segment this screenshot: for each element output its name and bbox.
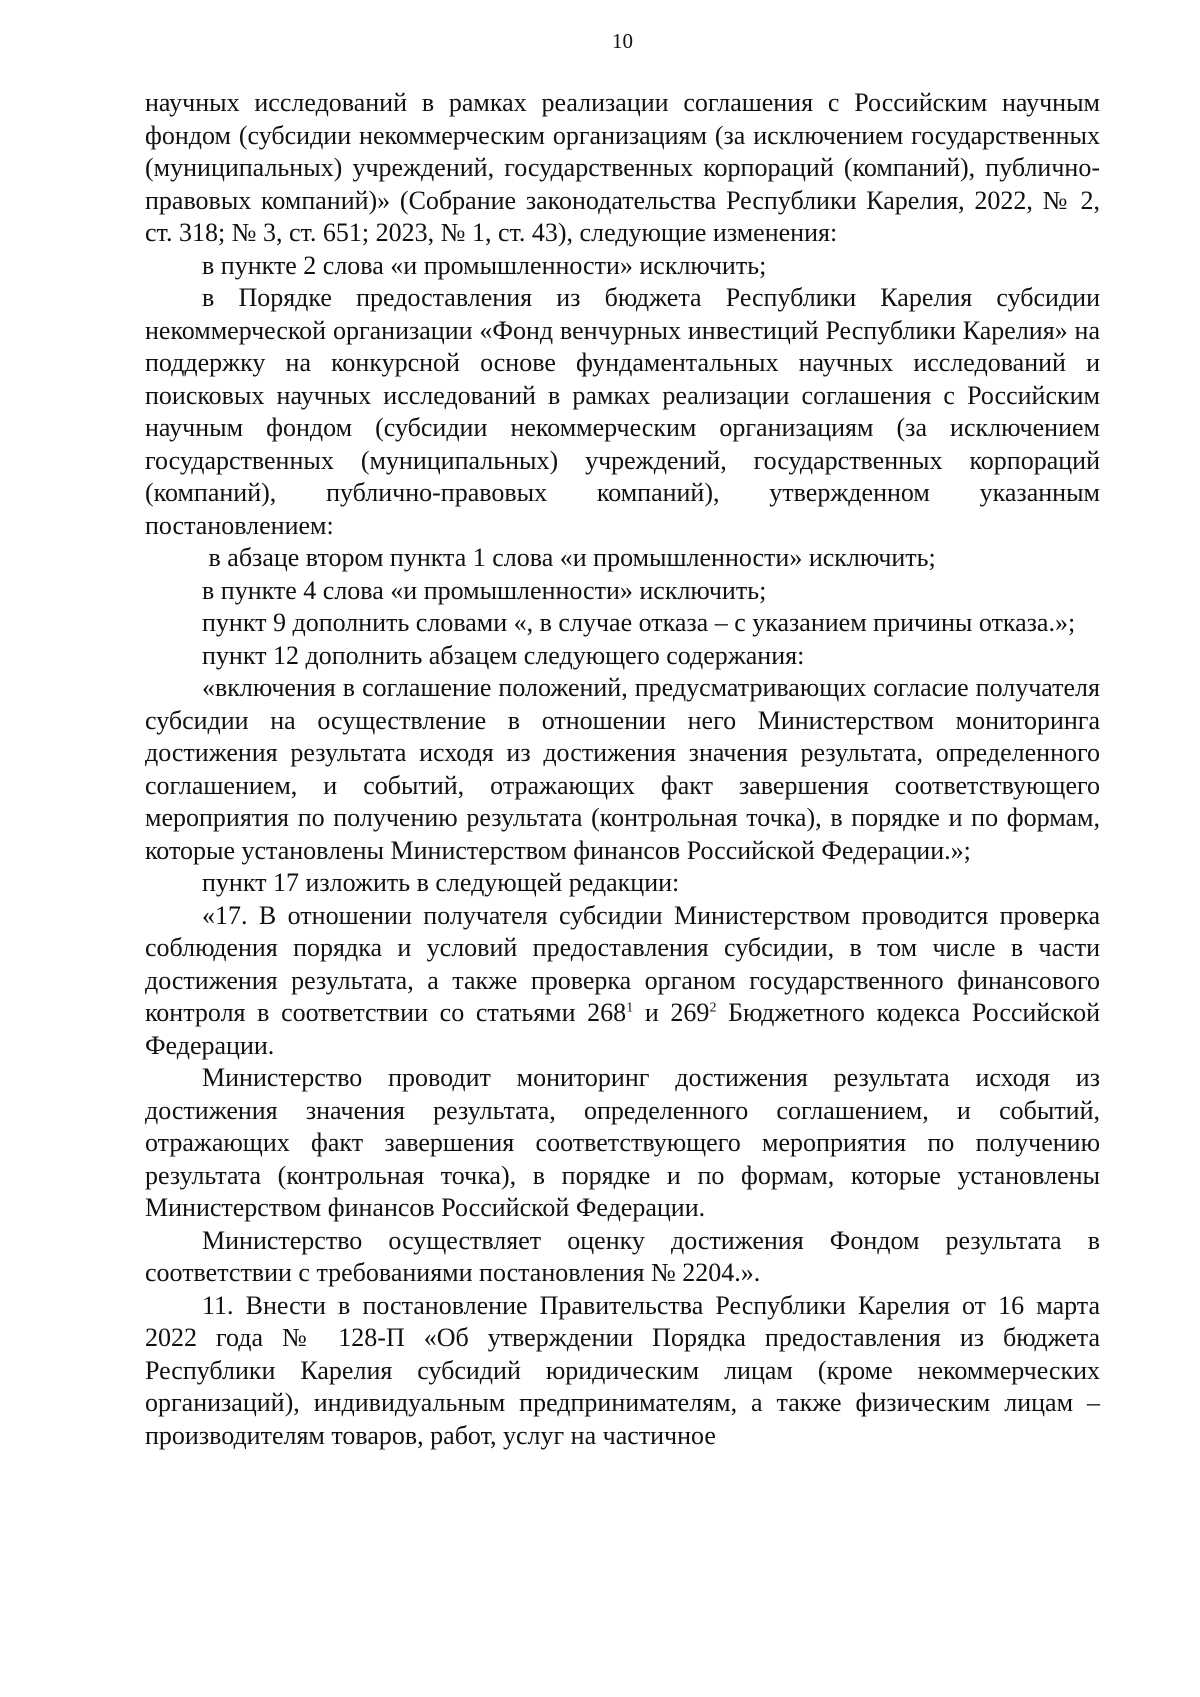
paragraph-10-part-3: Бюджетного кодекса Российской Федерации.: [145, 998, 1100, 1060]
paragraph-4: в абзаце втором пункта 1 слова «и промышленности» исключить;: [202, 543, 936, 572]
paragraph-13: 11. Внести в постановление Правительства Республики Карелия от 16 марта 2022 года № 128-П «Об утверждении Порядка предоставления из бюджета Республики Карелия субсидий юридическим лицам (кроме некоммерческих организаций), индивидуальным предпринимателям, а также физическим лицам – производителям товаров, работ, услуг на частичное: [145, 1290, 1100, 1450]
superscript-2: 2: [709, 1000, 717, 1016]
page-number: 10: [612, 29, 633, 53]
paragraph-10: [145, 900, 1100, 1063]
paragraph-10-part-2: и 269: [633, 998, 710, 1027]
paragraph-11: Министерство проводит мониторинг достижения результата исходя из достижения значения результата, определенного соглашением, и событий, отражающих факт завершения соответствующего мероприятия по получению результата (контрольная точка), в порядке и по формам, которые установлены Министерством финансов Российской Федерации.: [145, 1063, 1100, 1222]
paragraph-3: в Порядке предоставления из бюджета Республики Карелия субсидии некоммерческой организации «Фонд венчурных инвестиций Республики Карелия» на поддержку на конкурсной основе фундаментальных научных исследований и поисковых научных исследований в рамках реализации соглашения с Российским научным фондом (субсидии некоммерческим организациям (за исключением государственных (муниципальных) учреждений, государственных корпораций (компаний), публично-правовых компаний), утвержденном указанным постановлением:: [145, 283, 1100, 540]
paragraph-8: «включения в соглашение положений, предусматривающих согласие получателя субсидии на осуществление в отношении него Министерством мониторинга достижения результата исходя из достижения значения результата, определенного соглашением, и событий, отражающих факт завершения соответствующего мероприятия по получению результата (контрольная точка), в порядке и по формам, которые установлены Министерством финансов Российской Федерации.»;: [145, 673, 1100, 865]
paragraph-2: в пункте 2 слова «и промышленности» исключить;: [202, 250, 767, 280]
paragraph-5: в пункте 4 слова «и промышленности» исключить;: [202, 575, 767, 605]
paragraph-7: пункт 12 дополнить абзацем следующего содержания:: [202, 640, 805, 670]
paragraph-12: Министерство осуществляет оценку достижения Фондом результата в соответствии с требованиями постановления № 2204.».: [145, 1225, 1100, 1287]
superscript-1: 1: [626, 1000, 634, 1016]
paragraph-6: пункт 9 дополнить словами «, в случае отказа – с указанием причины отказа.»;: [202, 608, 1076, 637]
paragraph-1: научных исследований в рамках реализации соглашения с Российским научным фондом (субсидии некоммерческим организациям (за исключением государственных (муниципальных) учреждений, государственных корпораций (компаний), публично-правовых компаний)» (Собрание законодательства Республики Карелия, 2022, № 2, ст. 318; № 3, ст. 651; 2023, № 1, ст. 43), следующие изменения:: [145, 88, 1100, 247]
paragraph-9: пункт 17 изложить в следующей редакции:: [202, 868, 680, 897]
paragraph-10-part-1: «17. В отношении получателя субсидии Министерством проводится проверка соблюдения порядка и условий предоставления субсидии, в том числе в части достижения результата, а также проверка органом государственного финансового контроля в соответствии со статьями 268: [145, 900, 1100, 1027]
